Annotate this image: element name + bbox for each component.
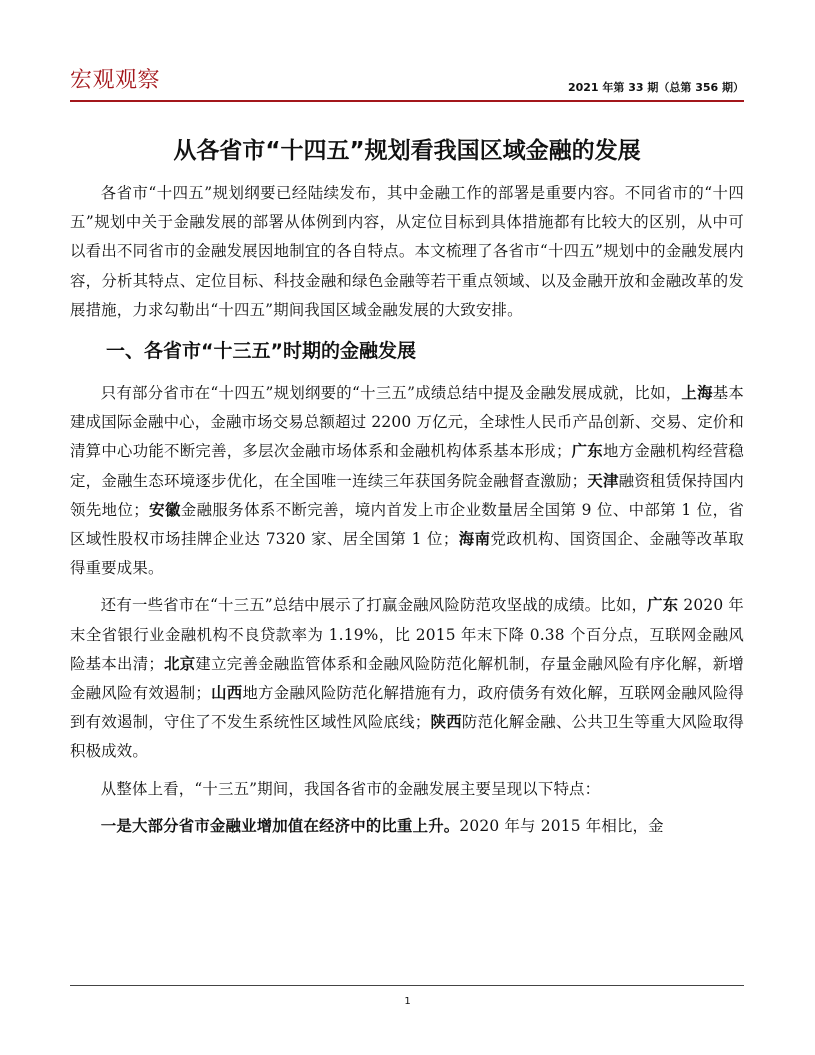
header-divider: [70, 100, 744, 102]
region-shaanxi: 陕西: [430, 713, 462, 732]
text-run: 基本建成国际金融中心，金融市场交易总额超过 2200 万亿元，全球性人民币产品创新、交易、定价和清算中心功能不断完善，多层次金融市场体系和金融机构体系基本形成；: [70, 384, 744, 461]
region-shanghai: 上海: [681, 384, 713, 403]
paragraph-achievements: [70, 379, 744, 583]
footer-divider: [70, 985, 744, 986]
paragraph-overview: 从整体上看，“十三五”期间，我国各省市的金融发展主要呈现以下特点：: [100, 779, 601, 798]
paragraph-point-one: [70, 812, 744, 841]
text-run: 还有一些省市在“十三五”总结中展示了打赢金融风险防范攻坚战的成绩。比如，: [100, 596, 648, 615]
document-body: [70, 179, 744, 841]
text-run: 2020 年末全省银行业金融机构不良贷款率为 1.19%，比 2015 年末下降 0.38 个百分点，互联网金融风险基本出清；: [70, 596, 744, 673]
page-header: [70, 66, 744, 102]
text-run: 地方金融风险防范化解措施有力，政府债务有效化解，互联网金融风险得到有效遏制，守住了不发生系统性区域性风险底线；: [70, 684, 744, 732]
text-run: 只有部分省市在“十四五”规划纲要的“十三五”成绩总结中提及金融发展成就，比如，: [100, 384, 682, 403]
text-run: 2020 年与 2015 年相比，金: [459, 816, 664, 835]
region-guangdong: 广东: [571, 442, 603, 461]
page-number: 1: [404, 996, 411, 1007]
region-shanxi: 山西: [211, 684, 243, 703]
paragraph-risk: [70, 591, 744, 766]
region-beijing: 北京: [163, 654, 196, 673]
region-hainan: 海南: [458, 530, 491, 549]
region-tianjin: 天津: [587, 471, 619, 490]
region-anhui: 安徽: [148, 500, 181, 519]
text-run: 党政机构、国资国企、金融等改革取得重要成果。: [70, 530, 745, 578]
document-title: 从各省市“十四五”规划看我国区域金融的发展: [173, 138, 641, 164]
publication-title: 宏观观察: [70, 68, 161, 93]
section-heading: 一、各省市“十三五”时期的金融发展: [106, 340, 416, 363]
text-run: 建立完善金融监管体系和金融风险防范化解机制，存量金融风险有序化解，新增金融风险有效遏制；: [70, 654, 744, 703]
text-run: 地方金融机构经营稳定，金融生态环境逐步优化，在全国唯一连续三年获国务院金融督查激励；: [70, 442, 744, 490]
intro-paragraph: 各省市“十四五”规划纲要已经陆续发布，其中金融工作的部署是重要内容。不同省市的“十四五”规划中关于金融发展的部署从体例到内容，从定位目标到具体措施都有比较大的区别，从中可以看出不同省市的金融发展因地制宜的各自特点。本文梳理了各省市“十四五”规划中的金融发展内容，分析其特点、定位目标、科技金融和绿色金融等若干重点领域、以及金融开放和金融改革的发展措施，力求勾勒出“十四五”期间我国区域金融发展的大致安排。: [70, 184, 744, 319]
text-run: 融资租赁保持国内领先地位；: [70, 471, 744, 519]
text-run: 防范化解金融、公共卫生等重大风险取得积极成效。: [70, 713, 744, 761]
region-guangdong: 广东: [647, 596, 679, 615]
issue-number: 2021 年第 33 期（总第 356 期）: [567, 81, 744, 94]
text-run: 金融服务体系不断完善，境内首发上市企业数量居全国第 9 位、中部第 1 位，省区域性股权市场挂牌企业达 7320 家、居全国第 1 位；: [70, 500, 744, 549]
key-point: 一是大部分省市金融业增加值在经济中的比重上升。: [100, 816, 460, 835]
